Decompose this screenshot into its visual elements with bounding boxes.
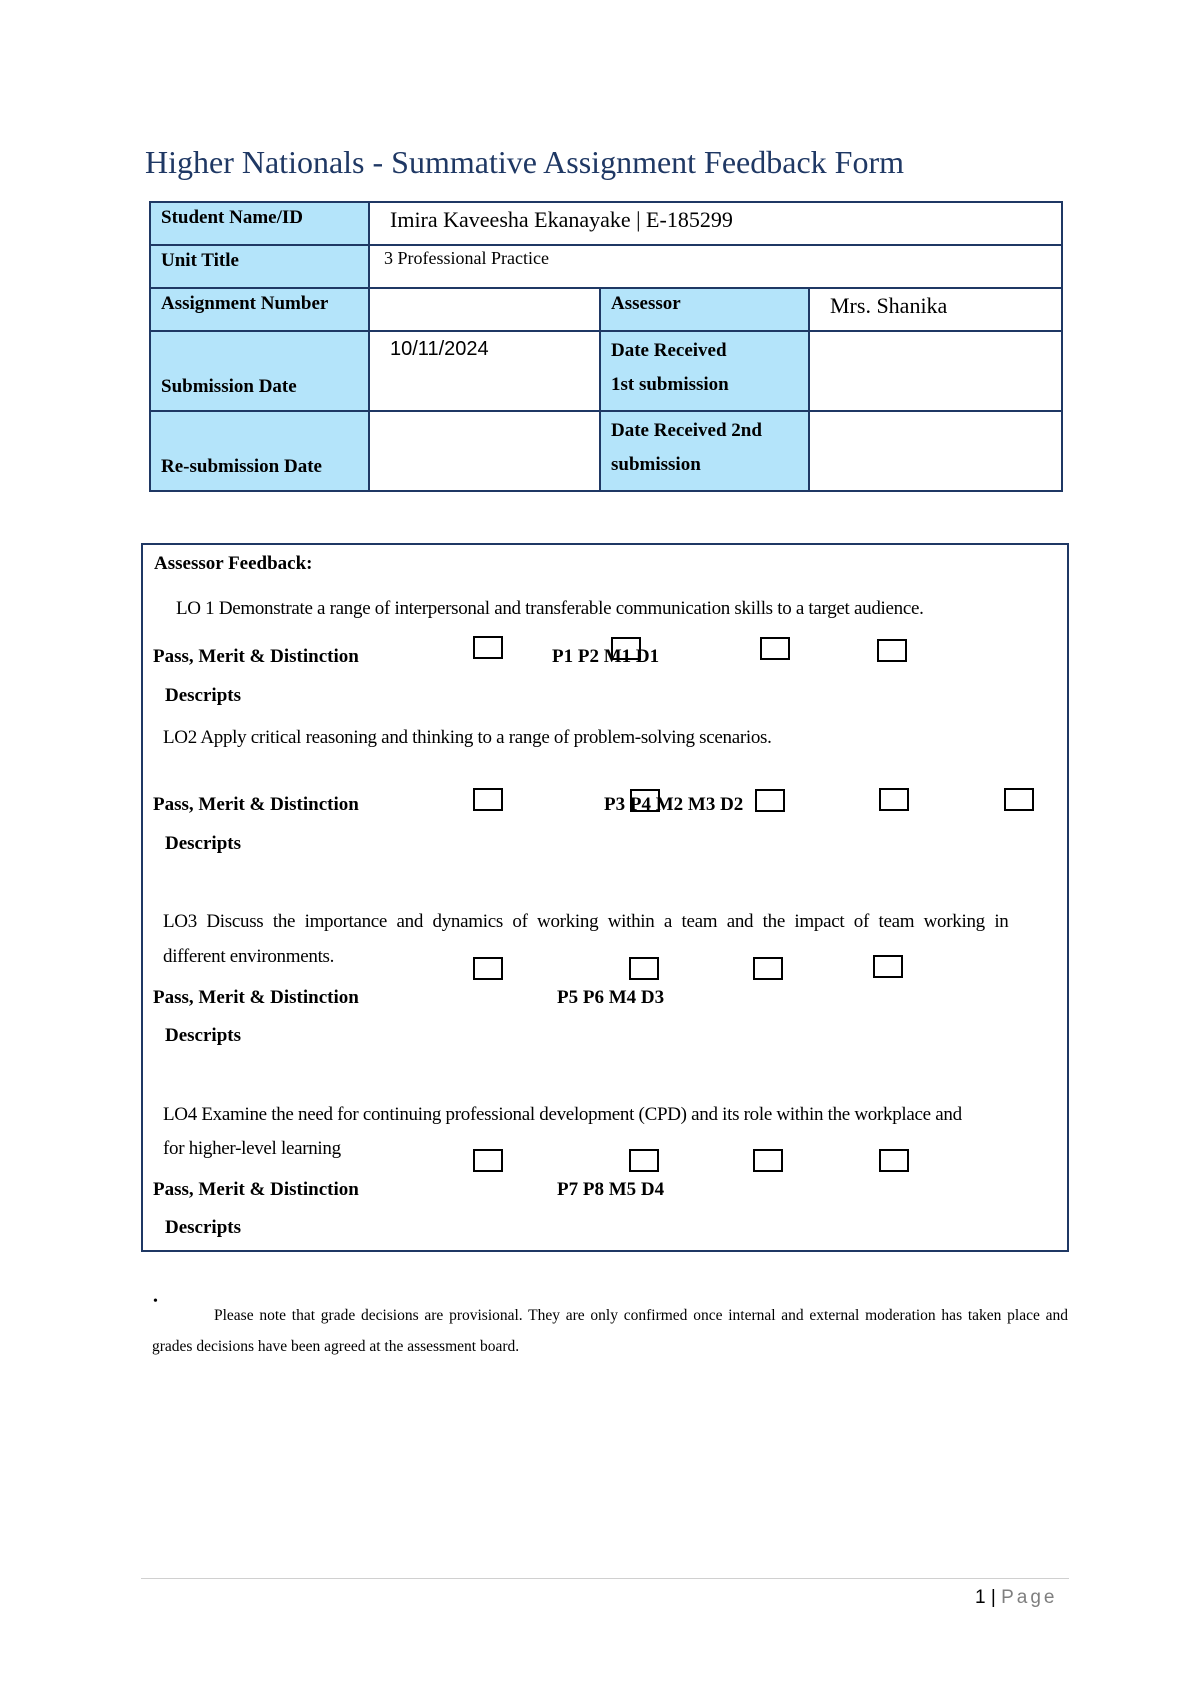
resubmission-date-value [369,411,600,491]
assignment-number-label: Assignment Number [150,288,369,331]
lo4-text-line2: for higher-level learning [163,1138,341,1159]
page-separator: | [990,1587,996,1608]
lo2-checkbox-1[interactable] [473,788,503,811]
provisional-grade-note: Please note that grade decisions are provisional. They are only confirmed once internal and external moderation has taken place and grades decisions have been agreed at the assessment board. [152,1307,1068,1355]
resubmission-date-label: Re-submission Date [150,411,369,491]
feedback-heading: Assessor Feedback: [154,553,313,574]
lo1-checkbox-4[interactable] [877,639,907,662]
lo3-checkbox-2[interactable] [629,957,659,980]
lo1-checkbox-2[interactable] [611,637,641,660]
student-info-table [149,201,1063,492]
lo4-pmd-label: Pass, Merit & Distinction [153,1179,359,1200]
footer-divider [141,1578,1069,1579]
lo4-text-line1: LO4 Examine the need for continuing professional development (CPD) and its role within the workplace and [163,1104,962,1125]
lo3-text-line1: LO3 Discuss the importance and dynamics of working within a team and the impact of team working in [163,911,1009,932]
lo2-checkbox-4[interactable] [879,788,909,811]
unit-title-label: Unit Title [150,245,369,288]
date-received-1st-value [809,331,1062,411]
page-footer [975,1587,1057,1609]
lo4-checkbox-2[interactable] [629,1149,659,1172]
student-name-value: Imira Kaveesha Ekanayake | E-185299 [369,202,1062,245]
lo2-checkbox-5[interactable] [1004,788,1034,811]
lo1-descripts-label: Descripts [165,685,241,706]
page-number: 1 [975,1587,986,1608]
lo3-descripts-label: Descripts [165,1025,241,1046]
lo3-text-line2: different environments. [163,946,335,967]
note-bullet: • [153,1294,158,1309]
student-name-label: Student Name/ID [150,202,369,245]
lo4-checkbox-4[interactable] [879,1149,909,1172]
lo1-pmd-label: Pass, Merit & Distinction [153,646,359,667]
lo1-text: LO 1 Demonstrate a range of interpersonal and transferable communication skills to a target audience. [176,598,924,619]
lo2-checkbox-3[interactable] [755,789,785,812]
lo2-checkbox-2[interactable] [630,789,660,812]
lo2-pmd-label: Pass, Merit & Distinction [153,794,359,815]
lo1-checkbox-1[interactable] [473,636,503,659]
assessor-value: Mrs. Shanika [809,288,1062,331]
lo2-descripts-label: Descripts [165,833,241,854]
lo3-checkbox-1[interactable] [473,957,503,980]
lo4-checkbox-3[interactable] [753,1149,783,1172]
unit-title-value: 3 Professional Practice [369,245,1062,288]
lo3-criteria: P5 P6 M4 D3 [557,987,665,1008]
assessor-label: Assessor [600,288,809,331]
assignment-number-value [369,288,600,331]
submission-date-label: Submission Date [150,331,369,411]
date-received-2nd-value [809,411,1062,491]
lo3-checkbox-3[interactable] [753,957,783,980]
lo4-criteria: P7 P8 M5 D4 [557,1179,665,1200]
lo2-criteria: P3 P4 M2 M3 D2 [604,794,744,815]
lo3-checkbox-4[interactable] [873,955,903,978]
lo1-checkbox-3[interactable] [760,637,790,660]
lo4-checkbox-1[interactable] [473,1149,503,1172]
lo2-text: LO2 Apply critical reasoning and thinking to a range of problem-solving scenarios. [163,727,772,748]
form-title: Higher Nationals - Summative Assignment Feedback Form [145,144,904,180]
lo4-descripts-label: Descripts [165,1217,241,1238]
date-received-2nd-label: Date Received 2nd submission [600,411,809,491]
lo3-pmd-label: Pass, Merit & Distinction [153,987,359,1008]
page-label: Page [1001,1587,1058,1608]
date-received-1st-label: Date Received 1st submission [600,331,809,411]
submission-date-value: 10/11/2024 [369,331,600,411]
lo1-criteria: P1 P2 M1 D1 [552,646,660,667]
